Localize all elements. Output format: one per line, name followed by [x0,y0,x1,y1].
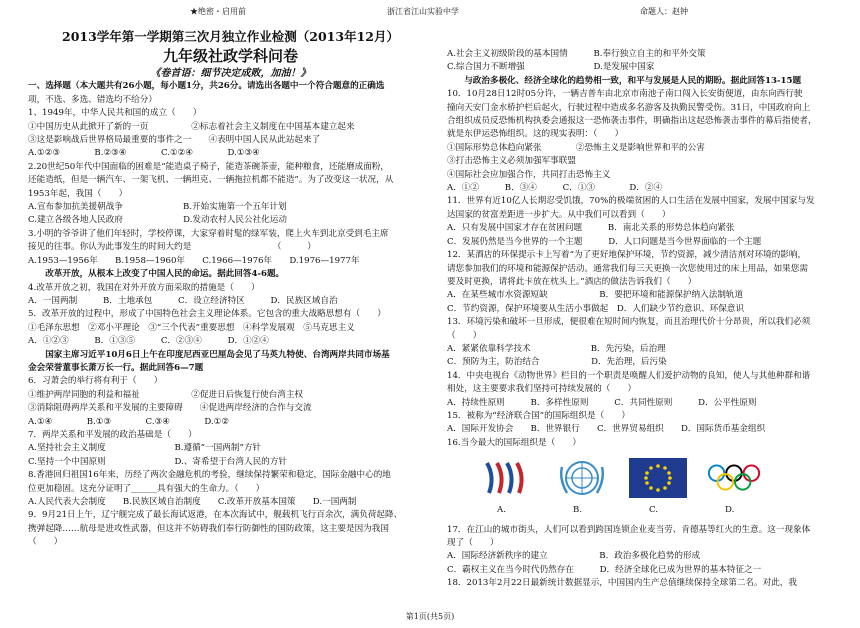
text-line: A．在某些城市水资源短缺 B．要把环境和能源保护纳入法制轨道 [447,290,744,301]
exam-motto: 《卷首语：细节决定成败，加油！》 [150,68,311,79]
text-line: ③消除阻碍两岸关系和平发展的主要障碍 ④促进两岸经济的合作与交流 [28,403,312,414]
text-line: ④国际社会应加强合作，共同打击恐怖主义 [447,169,611,180]
left-question-lines [28,80,433,549]
text-line: 10．10月28日12时05分许，一辆吉普车由北京市南池子南口闯入长安街便道，由东向西行驶 [447,89,803,100]
text-line: ①维护两岸同胞的利益和福祉 ②促进日后恢复行使台湾主权 [28,389,304,400]
right-column [447,48,847,591]
page-header [0,6,860,20]
text-line: 还能造纸，但是一辆汽车、一架飞机、一辆坦克、一辆拖拉机都不能造”。为了改变这一状况，从 [28,175,394,186]
text-line: A.宣布参加抗美援朝战争 B.开始实施第一个五年计划 [28,202,287,213]
text-line: A.社会主义初级阶段的基本国情 B.奉行独立自主的和平外交策 [447,49,706,59]
text-line: 8.香港回归祖国16年来，历经了两次金融危机的考验，继续保持繁荣和稳定，国际金融中心的地 [28,470,391,481]
text-line: 接见的往事。你认为此事发生的时间大约是 （ ） [28,242,316,253]
text-line: 11．世界有近10亿人长期忍受饥饿，70%的极端贫困的人口生活在发展中国家，发展中国家与发 [447,196,815,207]
text-line: 14．中央电视台《动物世界》栏目的一个职责是唤醒人们爱护动物的良知，使人与其他种群和谐 [447,370,811,381]
text-line: A．国际经济新秩序的建立 B．政治多极化趋势的形成 [447,551,701,562]
text-line: ①中国历史从此掀开了新的一页 ②标志着社会主义制度在中国基本建立起来 [28,121,355,132]
header-confidential: ★绝密・启用前 [190,7,246,16]
text-line: A.①④ B.①③ C.③④ D.①② [28,416,230,427]
text-line: 达国家的贫富差距进一步扩大。从中我们可以看到（ ） [447,209,671,220]
text-line: A．持续性原则 B．多样性原则 C．共同性原则 D．公平性原则 [447,397,757,408]
text-line: 项，不选、多选、错选均不给分） [28,94,157,105]
left-column [28,28,433,550]
text-line: C．发展仍然是当今世界的一个主题 D．人口问题是当今世界面临的一个主题 [447,236,762,247]
organization-logos [477,454,847,502]
text-line: （ ） [447,330,482,341]
olympic-rings-icon [705,457,763,499]
text-line: 2.20世纪50年代中国面临的困难是“能造桌子椅子，能造茶碗茶壶，能种粮食，还能磨成面粉， [28,161,390,172]
eu-flag-icon [629,457,687,499]
right-question-lines [447,48,847,450]
text-line: 7．两岸关系和平发展的政治基础是（ ） [28,429,197,440]
text-line: A．只有发展中国家才存在贫困问题 B．南北关系的形势总体趋向紧张 [447,223,735,234]
text-line: 改革开放，从根本上改变了中国人民的命运。据此回答4-6题。 [28,269,285,280]
text-line: C.坚持一个中国原则 D.、寄希望于台湾人民的方针 [28,456,287,467]
logo-label-c: C. [649,505,659,516]
text-line: 1、1949年，中华人民共和国的成立（ ） [28,108,202,119]
logo-label-a: A. [497,505,506,516]
text-line: A．国际开发协会 B．世界银行 C．世界贸易组织 D．国际货币基金组织 [447,424,766,435]
exam-title: 2013学年第一学期第三次月独立作业检测（2013年12月） [62,29,399,44]
wto-logo-icon [477,457,535,499]
text-line: C．预防为主，防治结合 D．先治理，后污染 [447,357,667,368]
text-line: C．霸权主义在当今时代仍然存在 D．经济全球化已成为世界的基本特征之一 [447,564,762,575]
logo-label-d: D. [725,505,735,516]
text-line: 16.当今最大的国际组织是（ ） [447,437,581,448]
text-line: 3.小明的爷爷讲了他们年轻时，学校停课，大家穿着时髦的绿军装，爬上火车到北京受到毛主席 [28,228,389,239]
text-line: ③这是影响战后世界格局最重要的事件之一 ④表明中国人民从此站起来了 [28,135,321,146]
text-line: 与政治多极化、经济全球化的趋势相一致，和平与发展是人民的期盼。据此回答13-15题 [447,75,802,86]
text-line: ③打击恐怖主义必须加强军事联盟 [447,156,576,167]
text-line: A．①② B．③④ C．①③ D．②④ [447,183,663,194]
text-line: 12．某酒店的环保提示卡上写着“为了更好地保护环境，节约资源，减少清洁剂对环境的影响， [447,250,807,261]
text-line: 17．在江山的城市街头，人们可以看到跨国连锁企业麦当劳、肯德基等红火的生意。这一现象体 [447,524,811,535]
text-line: 1953年起，我国（ ） [28,188,128,199]
text-line: A.坚持社会主义制度 B.遵循“一国两制”方针 [28,443,262,454]
text-line: 13．环境污染和破坏一旦形成，便很难在短时间内恢复，而且治理代价十分昂贵，所以我们必须 [447,317,811,328]
text-line: 18．2013年2月22日最新统计数据显示，中国国内生产总值继续保持全球第二名。对此，我 [447,578,797,589]
text-line: ①国际形势总体趋向紧张 ②恐怖主义是影响世界和平的公害 [447,142,705,153]
text-line: 就是东伊运恐怖组织。这的现实表明：（ ） [447,129,624,140]
text-line: 现了（ ） [447,538,499,548]
text-line: C.综合国力不断增强 D.是发展中国家 [447,62,655,73]
logo-option-labels [497,504,847,517]
text-line: 携弹起降……航母是进攻性武器，但这并不妨碍我们奉行防御性的国防政策，这主要是因为我国 [28,523,389,534]
text-line: C．节约资源，保护环境要从生活小事做起 D．人们缺少节约意识、环保意识 [447,303,745,314]
text-line: A.1953—1956年 B.1958—1960年 C.1966—1976年 D.1976—1977年 [28,255,360,266]
text-line: A.人民代表大会制度 B.民族区域自治制度 C.改革开放基本国策 D.一国两制 [28,497,357,507]
text-line: 撞向天安门金水桥护栏后起火，行驶过程中造成多名游客及执勤民警受伤。31日，中国政府向上 [447,102,811,113]
text-line: A．紧紧依靠科学技术 B．先污染，后治理 [447,343,666,354]
text-line: ①毛泽东思想 ②邓小平理论 ③“三个代表”重要思想 ④科学发展观 ⑤马克思主义 [28,322,355,333]
page-footer: 第1页(共5页) [405,612,455,621]
text-line: 6．习萧会的举行将有利于（ ） [28,376,163,387]
logo-label-b: B. [573,505,583,516]
text-line: 金会荣誉董事长萧万长一行。据此回答6—7题 [28,362,204,373]
text-line: （ ） [28,537,63,548]
right-question-lines-bottom [447,524,847,591]
text-line: 15．被称为“经济联合国”的国际组织是（ ） [447,410,631,421]
text-line: 合组织成员反恐怖机构执委会通报这一恐怖袭击事件，明确指出这起恐怖袭击事件的幕后指使者， [447,116,817,127]
header-author: 命题人：赵钟 [640,7,688,16]
text-line: 请您参加我们的环境和能源保护活动。通常我们每三天更换一次您使用过的床上用品，如果您需 [447,263,808,274]
exam-subtitle: 九年级社政学科问卷 [162,47,298,65]
text-line: A．①②③ B．①③⑤ C．②③④ D．①②④ [28,336,269,347]
text-line: 9．9月21日上午，辽宁舰完成了最长海试返港，在本次海试中，舰载机飞行百余次，满负荷起降、 [28,510,403,521]
text-line: 相处，这主要要求我们坚持可持续发展的（ ） [447,384,637,395]
text-line: 5．改革开放的过程中，形成了中国特色社会主义理论体系。它包含的重大战略思想有（ ） [28,309,386,320]
text-line: 位更加稳固。这充分证明了______具有强大的生命力。（ ） [28,483,265,494]
header-school: 浙江省江山实验中学 [387,7,459,16]
text-line: 一、选择题（本大题共有26小题，每小题1分，共26分。请选出各题中一个符合题意的正确选 [28,81,385,92]
text-line: 要及时更换，请将此卡放在枕头上。”酒店的做法告诉我们（ ） [447,276,697,287]
text-line: C.建立各级各地人民政府 D.发动农村人民公社化运动 [28,215,287,226]
text-line: 国家主席习近平10月6日上午在印度尼西亚巴厘岛会见了马英九特使、台湾两岸共同市场基 [28,349,390,360]
text-line: 4.改革开放之初，我国在对外开放方面采取的措施是（ ） [28,282,260,293]
text-line: A.①②③ B.②③④ C.①②④ D.①③④ [28,148,260,159]
text-line: A．一国两制 B．土地承包 C．设立经济特区 D．民族区域自治 [28,295,338,306]
un-logo-icon [553,457,611,499]
